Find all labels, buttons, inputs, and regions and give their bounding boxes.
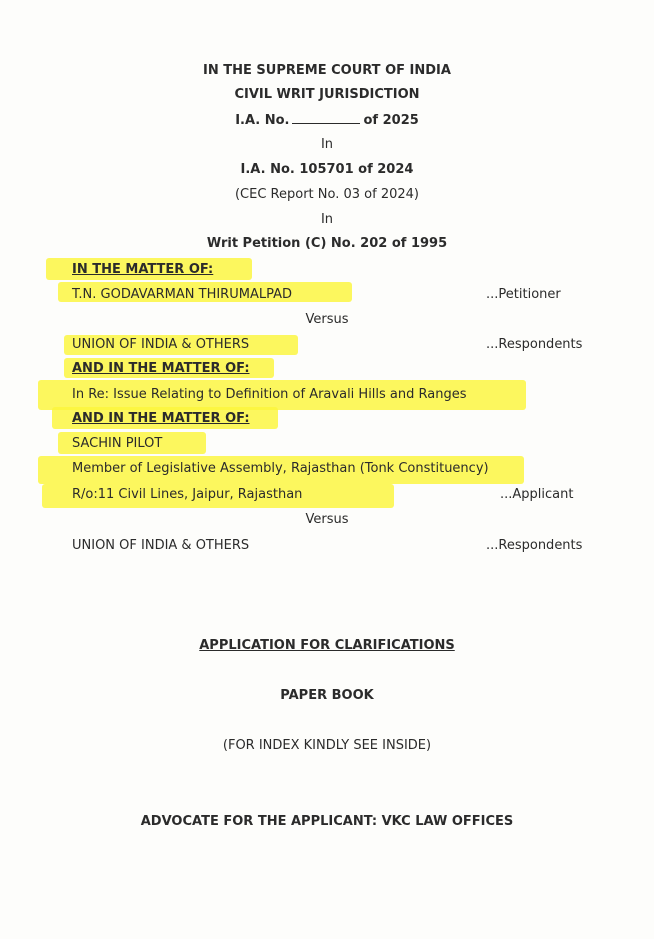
applicant-row xyxy=(0,487,654,503)
respondent-row-1 xyxy=(0,337,654,353)
ia-prefix: I.A. No. xyxy=(235,113,290,128)
petitioner-role: ...Petitioner xyxy=(486,287,561,302)
petitioner-name: T.N. GODAVARMAN THIRUMALPAD xyxy=(72,287,292,302)
respondent-role-1: ...Respondents xyxy=(486,337,583,352)
paper-book: PAPER BOOK xyxy=(280,688,374,703)
court-name: IN THE SUPREME COURT OF INDIA xyxy=(203,63,451,78)
petitioner-row xyxy=(0,287,654,303)
applicant-designation: Member of Legislative Assembly, Rajasthan (Tonk Constituency) xyxy=(72,461,489,476)
in-connector-2: In xyxy=(320,212,334,227)
respondent-role-2: ...Respondents xyxy=(486,538,583,553)
respondent-name-1: UNION OF INDIA & OTHERS xyxy=(72,337,250,352)
jurisdiction: CIVIL WRIT JURISDICTION xyxy=(234,87,420,102)
matter-subject: In Re: Issue Relating to Definition of Aravali Hills and Ranges xyxy=(72,387,467,402)
writ-petition: Writ Petition (C) No. 202 of 1995 xyxy=(206,236,448,251)
index-note: (FOR INDEX KINDLY SEE INSIDE) xyxy=(222,738,432,753)
ia-number-line xyxy=(0,112,654,129)
application-title: APPLICATION FOR CLARIFICATIONS xyxy=(199,638,455,653)
matter-heading-2: AND IN THE MATTER OF: xyxy=(72,361,250,376)
applicant-name: SACHIN PILOT xyxy=(72,436,163,451)
respondent-name-2: UNION OF INDIA & OTHERS xyxy=(72,538,250,553)
cec-report: (CEC Report No. 03 of 2024) xyxy=(234,187,419,202)
in-connector-1: In xyxy=(320,137,334,152)
versus-2: Versus xyxy=(305,512,349,527)
ia-number-blank xyxy=(292,112,360,124)
applicant-role: ...Applicant xyxy=(500,487,574,502)
applicant-address: R/o:11 Civil Lines, Jaipur, Rajasthan xyxy=(72,487,303,502)
matter-heading-3: AND IN THE MATTER OF: xyxy=(72,411,250,426)
respondent-row-2 xyxy=(0,538,654,554)
versus-1: Versus xyxy=(305,312,349,327)
matter-heading-1: IN THE MATTER OF: xyxy=(72,262,214,277)
ia-existing: I.A. No. 105701 of 2024 xyxy=(240,162,414,177)
ia-suffix: of 2025 xyxy=(363,113,419,128)
advocate-line: ADVOCATE FOR THE APPLICANT: VKC LAW OFFICES xyxy=(140,814,514,829)
